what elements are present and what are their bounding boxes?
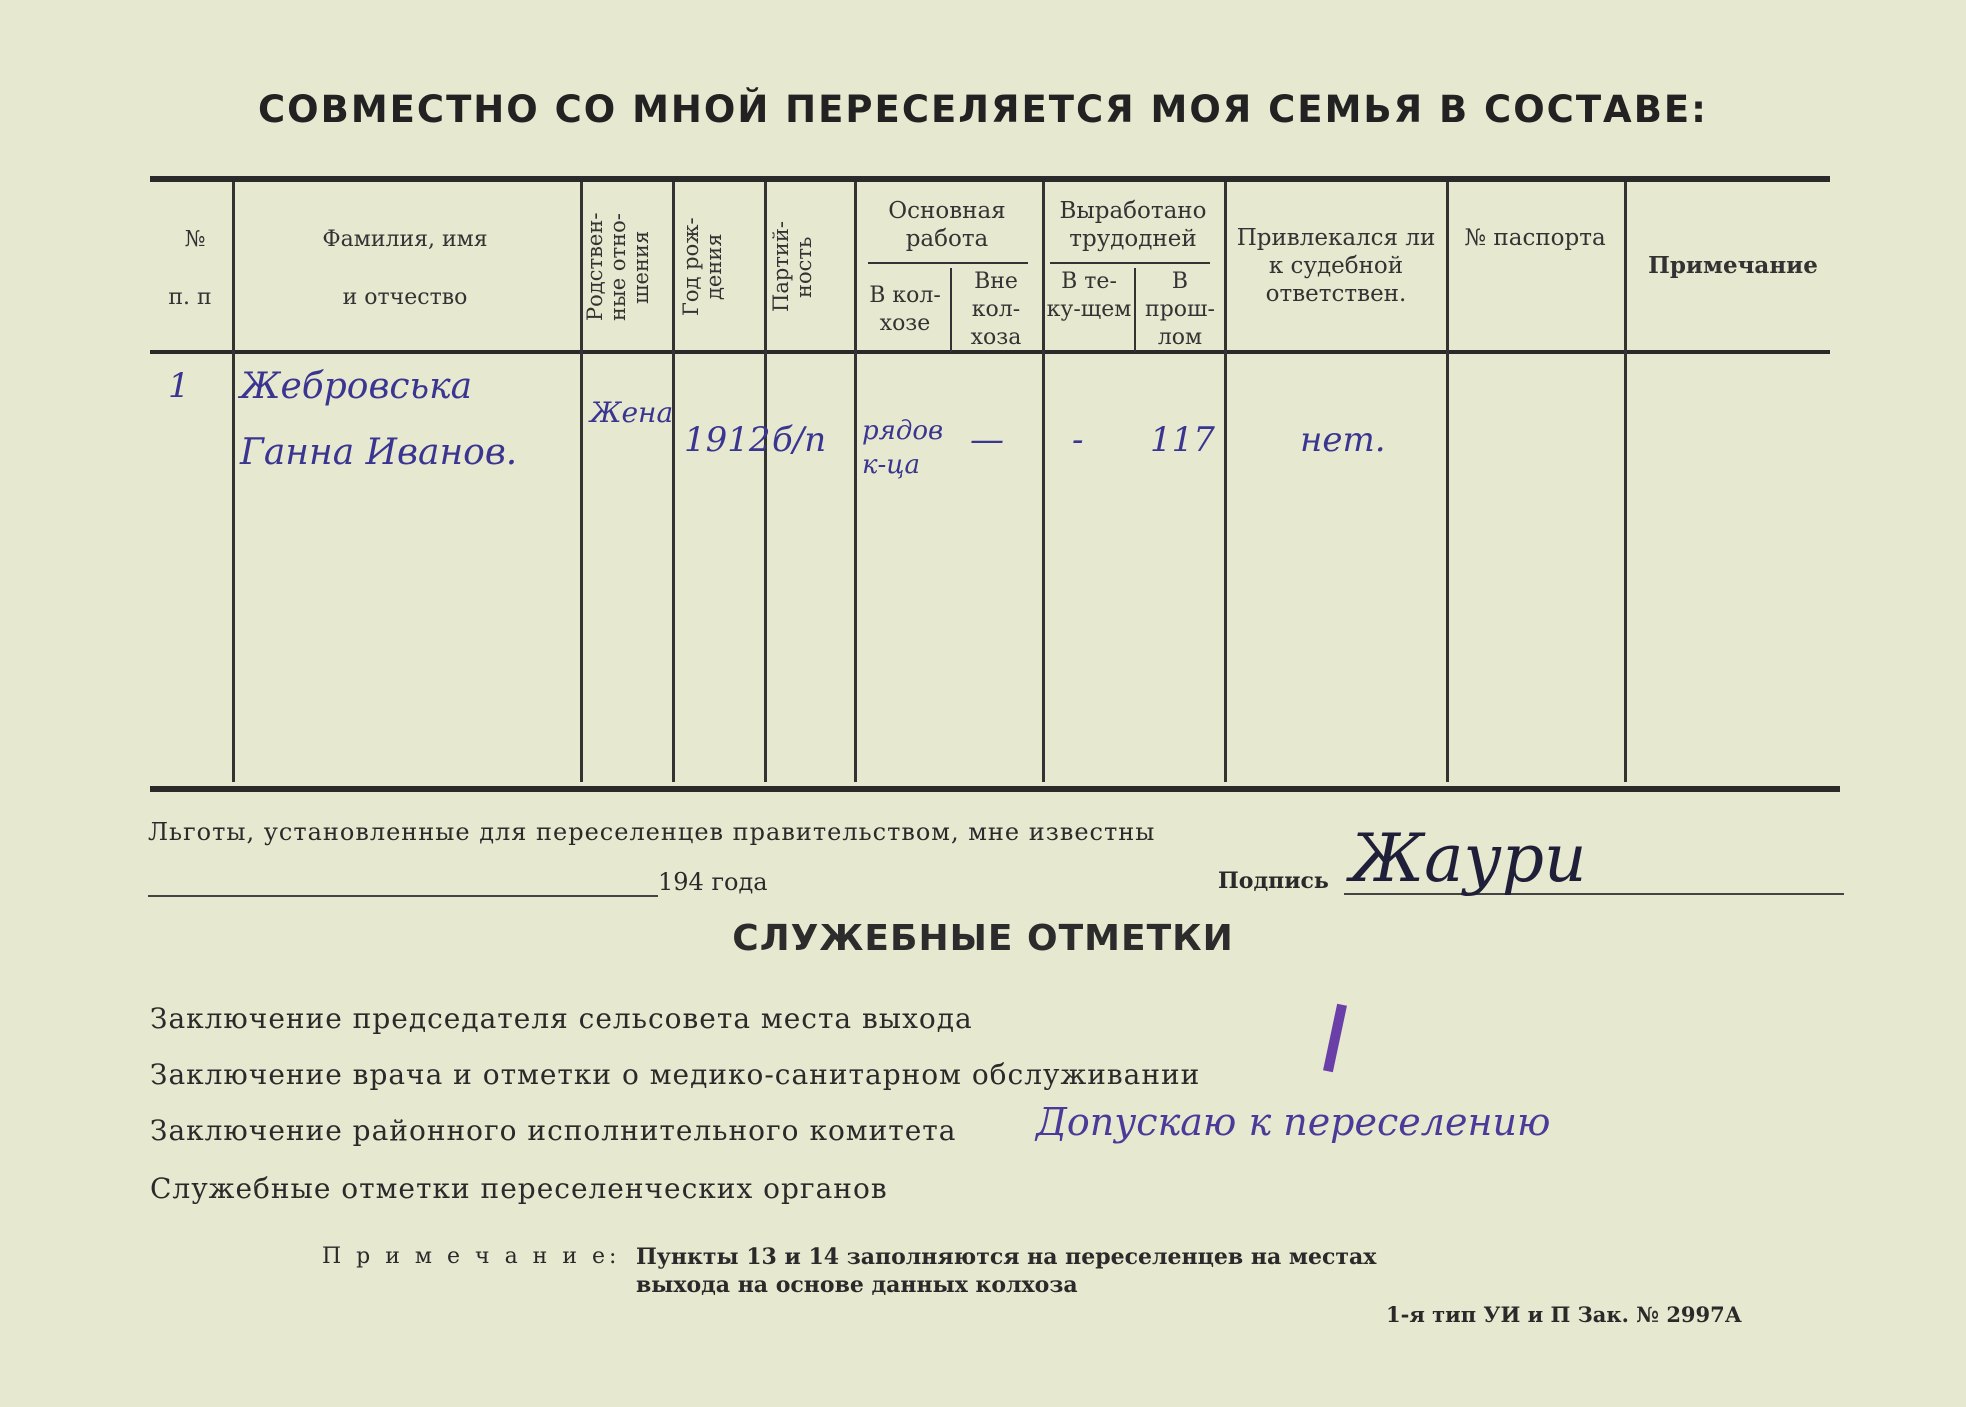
col-divider <box>672 182 675 782</box>
col-divider <box>1624 182 1627 782</box>
mark-chairman: Заключение председателя сельсовета места выхода <box>150 1002 973 1035</box>
row-num: 1 <box>168 366 190 406</box>
row-court: нет. <box>1300 420 1386 460</box>
printer-imprint: 1-я тип УИ и П Зак. № 2997А <box>1386 1302 1742 1327</box>
col-divider <box>764 182 767 782</box>
applicant-signature: Жаури <box>1350 820 1587 897</box>
row-past: 117 <box>1150 420 1215 460</box>
ink-mark <box>1323 1004 1347 1073</box>
header-current: В те-ку-щем <box>1046 269 1132 322</box>
header-num-pp: п. п <box>168 285 212 310</box>
header-relation: Родствен-ные отно-шения <box>583 212 653 322</box>
note-label: П р и м е ч а н и е: <box>322 1244 621 1269</box>
header-main-work: Основная работа <box>888 198 1006 252</box>
note-text-1: Пункты 13 и 14 заполняются на переселенцев на местах <box>636 1244 1377 1270</box>
header-outside-kolkhoz: Вне кол-хоза <box>970 269 1022 350</box>
mark-doctor: Заключение врача и отметки о медико-санитарном обслуживании <box>150 1058 1201 1091</box>
subcol-divider <box>1134 268 1136 352</box>
header-past: В прош-лом <box>1145 269 1215 350</box>
row-surname: Жебровська <box>240 366 473 407</box>
table-top-rule <box>150 176 1830 182</box>
header-in-kolkhoz: В кол-хозе <box>869 283 941 336</box>
header-court: Привлекался ли к судебной ответствен. <box>1236 225 1436 307</box>
signature-label: Подпись <box>1218 868 1329 894</box>
subcol-divider <box>950 268 952 352</box>
committee-approval: Допускаю к переселению <box>1036 1100 1551 1144</box>
benefits-statement: Льготы, установленные для переселенцев правительством, мне известны <box>148 818 1156 846</box>
header-num: № <box>184 227 206 252</box>
header-name2: и отчество <box>342 285 468 310</box>
col-divider <box>232 182 235 782</box>
year-label: 194 года <box>658 868 768 896</box>
header-birth-year: Год рож-дения <box>679 217 726 317</box>
header-workdays: Выработано трудодней <box>1059 198 1207 252</box>
col-divider <box>854 182 857 782</box>
note-text-2: выхода на основе данных колхоза <box>636 1272 1078 1298</box>
header-passport: № паспорта <box>1464 225 1606 251</box>
row-party: б/п <box>772 420 827 460</box>
row-outside-kolkhoz: — <box>970 420 1004 460</box>
row-relation: Жена <box>590 396 674 429</box>
form-title: СОВМЕСТНО СО МНОЙ ПЕРЕСЕЛЯЕТСЯ МОЯ СЕМЬЯ В СОСТАВЕ: <box>258 88 1708 131</box>
mark-resettlement: Служебные отметки переселенческих органов <box>150 1172 888 1205</box>
header-name1: Фамилия, имя <box>322 227 488 252</box>
row-in-kolkhoz: рядов к-ца <box>862 416 944 480</box>
subheader-rule <box>868 262 1028 264</box>
col-divider <box>1224 182 1227 782</box>
col-divider <box>1042 182 1045 782</box>
row-current: - <box>1072 420 1084 460</box>
table-bottom-rule <box>150 786 1840 792</box>
col-divider <box>1446 182 1449 782</box>
subheader-rule <box>1050 262 1210 264</box>
header-party: Партий-ность <box>769 221 816 313</box>
header-note: Примечание <box>1648 252 1818 279</box>
date-line <box>148 895 658 897</box>
section-title: СЛУЖЕБНЫЕ ОТМЕТКИ <box>732 918 1234 959</box>
row-birth-year: 1912 <box>684 420 771 460</box>
mark-committee: Заключение районного исполнительного комитета <box>150 1114 957 1147</box>
row-given-name: Ганна Иванов. <box>240 432 518 473</box>
